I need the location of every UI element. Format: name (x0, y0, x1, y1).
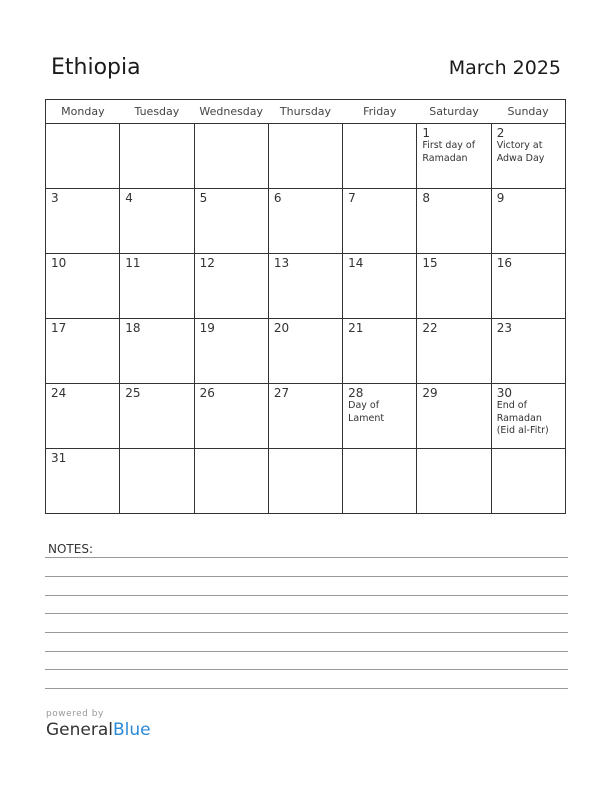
calendar-grid (45, 99, 566, 514)
day-number: 12 (199, 256, 215, 270)
day-cell (417, 124, 491, 189)
day-cell (194, 189, 268, 254)
day-cell (491, 189, 565, 254)
day-number: 31 (51, 451, 67, 465)
day-cell (343, 124, 417, 189)
note-line (45, 632, 568, 633)
day-number: 3 (51, 191, 59, 205)
weekday-wednesday: Wednesday (194, 100, 268, 124)
week-row-2 (46, 189, 566, 254)
day-number: 1 (422, 126, 431, 140)
day-number: 28 (348, 386, 364, 400)
day-cell (120, 254, 194, 319)
day-note: First day of Ramadan (422, 140, 476, 164)
brand-logo (46, 709, 151, 740)
day-number: 19 (199, 321, 215, 335)
day-cell (120, 449, 194, 514)
day-number: 17 (51, 321, 67, 335)
day-number: 14 (348, 256, 364, 270)
day-number: 15 (422, 256, 438, 270)
notes-label: NOTES: (48, 542, 93, 556)
country-title: Ethiopia (51, 55, 141, 80)
day-cell (268, 319, 342, 384)
note-line (45, 557, 568, 558)
day-cell (268, 124, 342, 189)
day-cell (417, 319, 491, 384)
brand-name (46, 720, 151, 740)
day-number: 30 (496, 386, 512, 400)
note-line (45, 669, 568, 670)
week-row-6 (46, 449, 566, 514)
day-cell (417, 449, 491, 514)
day-cell (268, 189, 342, 254)
day-cell (46, 254, 120, 319)
day-cell (120, 189, 194, 254)
weekday-header-row (46, 100, 566, 124)
day-number: 2 (496, 126, 505, 140)
note-line (45, 651, 568, 652)
day-number: 23 (496, 321, 512, 335)
day-number: 25 (125, 386, 141, 400)
week-row-5 (46, 384, 566, 449)
day-number: 29 (422, 386, 438, 400)
day-number: 11 (125, 256, 141, 270)
day-number: 26 (199, 386, 215, 400)
week-row-1 (46, 124, 566, 189)
weekday-tuesday: Tuesday (120, 100, 194, 124)
week-row-3 (46, 254, 566, 319)
note-line (45, 688, 568, 689)
day-cell (46, 124, 120, 189)
day-number: 10 (51, 256, 67, 270)
weekday-friday: Friday (343, 100, 417, 124)
day-cell (120, 319, 194, 384)
day-cell (46, 449, 120, 514)
day-cell (268, 384, 342, 449)
day-cell (194, 124, 268, 189)
day-number: 8 (422, 191, 431, 205)
note-line (45, 595, 568, 596)
note-line (45, 576, 568, 577)
day-number: 9 (496, 191, 505, 205)
powered-by-label: powered by (46, 709, 104, 719)
day-cell (491, 384, 565, 449)
week-row-4 (46, 319, 566, 384)
day-number: 4 (125, 191, 133, 205)
day-cell (268, 254, 342, 319)
day-number: 24 (51, 386, 67, 400)
day-cell (417, 384, 491, 449)
day-cell (491, 254, 565, 319)
day-note: Day of Lament (348, 400, 385, 424)
day-cell (343, 449, 417, 514)
day-cell (268, 449, 342, 514)
day-cell (491, 319, 565, 384)
day-cell (194, 319, 268, 384)
day-cell (343, 384, 417, 449)
day-number: 27 (273, 386, 290, 400)
day-number: 5 (199, 191, 208, 205)
day-cell (46, 319, 120, 384)
day-cell (417, 254, 491, 319)
day-cell (46, 189, 120, 254)
day-note: End of Ramadan (Eid al-Fitr) (496, 400, 549, 436)
weekday-thursday: Thursday (268, 100, 342, 124)
day-cell (194, 449, 268, 514)
day-note: Victory at Adwa Day (496, 140, 545, 164)
day-number: 18 (125, 321, 141, 335)
weekday-sunday: Sunday (491, 100, 565, 124)
day-number: 20 (273, 321, 290, 335)
day-cell (343, 189, 417, 254)
day-cell (120, 124, 194, 189)
day-cell (194, 254, 268, 319)
day-number: 6 (273, 191, 282, 205)
day-number: 7 (348, 191, 356, 205)
day-cell (194, 384, 268, 449)
day-number: 21 (348, 321, 364, 335)
weekday-saturday: Saturday (417, 100, 491, 124)
day-cell (491, 449, 565, 514)
day-number: 16 (496, 256, 512, 270)
day-cell (343, 319, 417, 384)
day-number: 22 (422, 321, 438, 335)
day-number: 13 (273, 256, 290, 270)
brand-name-blue: Blue (113, 720, 151, 740)
day-cell (491, 124, 565, 189)
day-cell (120, 384, 194, 449)
brand-name-general: General (46, 720, 113, 740)
weekday-monday: Monday (46, 100, 120, 124)
day-cell (417, 189, 491, 254)
month-title: March 2025 (448, 57, 561, 79)
note-line (45, 613, 568, 614)
day-cell (46, 384, 120, 449)
day-cell (343, 254, 417, 319)
